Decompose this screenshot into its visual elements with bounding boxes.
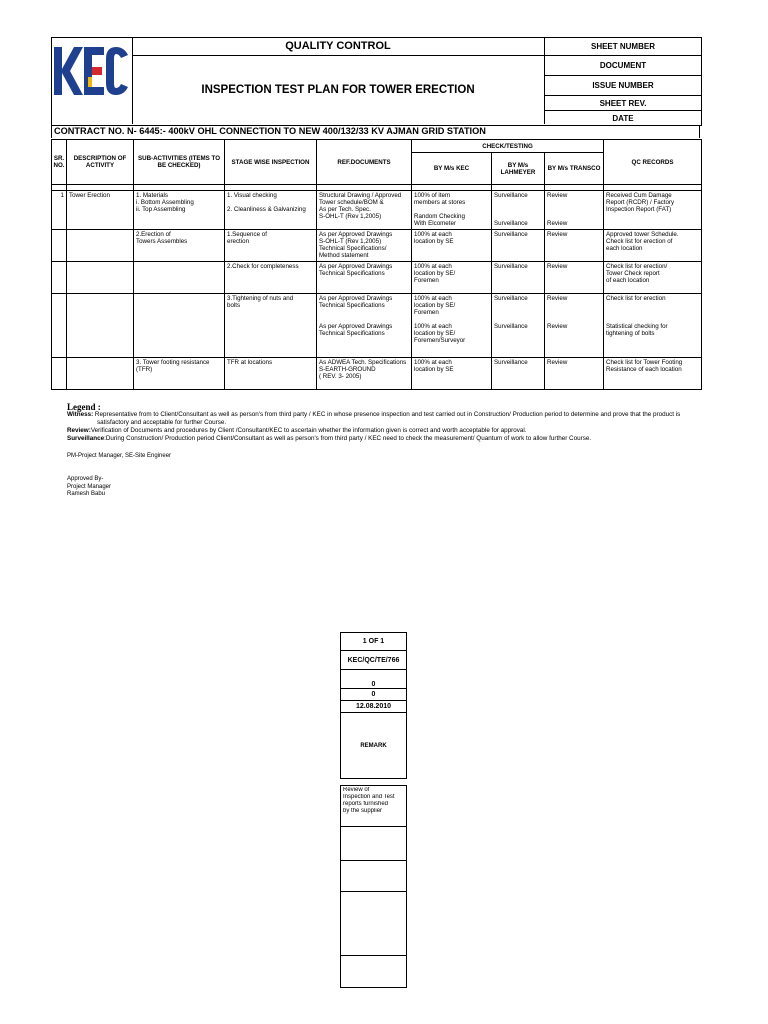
transco-cell [545,230,604,262]
sub-activity-cell [134,294,225,358]
cell-line: As per Approved Drawings [319,323,393,330]
lahmeyer-cell [492,230,545,262]
cell-line [547,213,601,220]
cell-line [606,309,699,316]
sheet-number-label: SHEET NUMBER [545,37,701,56]
table-row [52,230,702,262]
remark-cell-3 [341,861,407,892]
cell-line: Tower Check report [606,270,660,277]
cell-line [606,302,699,309]
cell-line: Review [547,295,568,302]
cell-line: Surveillance [494,323,528,330]
sub-activity-cell [134,358,225,390]
legend-review: Review:Verification of Documents and procedures by Client /Consultant/KEC to ascertain whether the information given is correct and worth acceptable for approval. [67,427,527,434]
cell-line: Approved tower Schedule. [606,231,679,238]
lahmeyer-cell [492,262,545,294]
cell-line: Foremen/Surveyor [414,337,466,344]
approver-name: Ramesh Babu [67,491,106,497]
col-qc-records: QC RECORDS [604,140,702,185]
document-label: DOCUMENT [545,56,701,76]
cell-line: i. Bottom Assembling [136,199,194,206]
qc-record-cell [604,358,702,390]
cell-line [494,199,542,206]
cell-line [547,199,601,206]
cell-line: bolts [227,302,241,309]
remark-cell-1: Review of Inspection and Test reports furnished by the supplier [341,786,407,827]
right-labels [544,37,701,124]
legend-surveillance: Surveillance:During Construction/ Production period Client/Consultant as well as person's from third party / KEC need to check the measurement/ Quantum of work to allow further Course. [67,435,592,442]
cell-line [494,316,542,323]
cell-line: of each location [606,277,650,284]
col-sub-activities: SUB-ACTIVITIES (ITEMS TO BE CHECKED) [134,140,225,185]
col-ref-documents: REF.DOCUMENTS [317,140,412,185]
quality-control-label: QUALITY CONTROL [132,37,544,56]
cell-line: location by SE/ [414,302,456,309]
cell-line: Structural Drawing / Approved [319,192,402,199]
cell-line: Review [547,359,568,366]
remark-cell-2 [341,827,407,861]
cell-line: tightening of bolts [606,330,655,337]
date-label: DATE [612,113,634,123]
cell-line: 100% at each [414,231,452,238]
description-cell [67,262,134,294]
col-check-testing: CHECK/TESTING [412,140,604,153]
cell-line: Surveillance [494,220,528,227]
qc-record-cell [604,262,702,294]
cell-line: Surveillance [494,192,528,199]
remark-header: REMARK [341,713,407,779]
cell-line: 1.Sequence of [227,231,267,238]
cell-line [319,309,409,316]
cell-line [227,199,314,206]
cell-line: S-EARTH-GROUND [319,366,376,373]
qc-record-cell [604,191,702,230]
lahmeyer-cell [492,358,545,390]
kec-cell [412,294,492,358]
cell-line: TFR at locations [227,359,273,366]
inspection-table [51,139,702,390]
cell-line [494,206,542,213]
kec-logo [52,43,132,99]
cell-line: Foremen [414,277,439,284]
cell-line: 1. Visual checking [227,192,277,199]
table-row [52,294,702,358]
cell-line: 3.Tightening of nuts and [227,295,294,302]
description-cell [67,191,134,230]
ref-doc-cell [317,230,412,262]
cell-line [547,302,601,309]
description-cell [67,294,134,358]
qc-record-cell [604,294,702,358]
kec-cell [412,262,492,294]
cell-line: S-OHL-T (Rev 1,2005) [319,238,382,245]
stage-cell [225,294,317,358]
cell-line: As per Approved Drawings [319,231,393,238]
cell-line: Surveillance [494,359,528,366]
cell-line: Report (RCDR) / Factory [606,199,675,206]
cell-line: 100% at each [414,323,452,330]
cell-line [494,309,542,316]
cell-line: ( REV. 3- 2005) [319,373,362,380]
col-by-lahmeyer: BY M/s LAHMEYER [492,153,545,185]
cell-line: ii. Top Assembling [136,206,186,213]
cell-line: Technical Specifications/ [319,245,387,252]
cell-line: erection [227,238,250,245]
ref-doc-cell [317,294,412,358]
table-row [52,191,702,230]
sr-cell [52,230,67,262]
transco-cell [545,358,604,390]
ref-doc-cell [317,262,412,294]
cell-line: Surveillance [494,231,528,238]
approver-role: Project Manager [67,483,112,490]
cell-line: Check list for erection [606,295,666,302]
cell-line: Statistical checking for [606,323,668,330]
stage-cell [225,262,317,294]
cell-line: Surveillance [494,263,528,270]
cell-line: Review [547,192,568,199]
sr-cell [52,294,67,358]
qc-record-cell [604,230,702,262]
kec-cell [412,230,492,262]
page-title: INSPECTION TEST PLAN FOR TOWER ERECTION [201,84,475,96]
sub-activity-cell [134,191,225,230]
cell-line [547,316,601,323]
issue-number-value: 0 [341,670,407,689]
stage-cell [225,191,317,230]
kec-cell [412,191,492,230]
cell-line: Check list for Tower Footing [606,359,683,366]
description-cell [67,230,134,262]
transco-cell [545,191,604,230]
cell-line [606,316,699,323]
cell-line: Tower schedule/BOM & [319,199,384,206]
cell-line [414,316,489,323]
cell-line: Received Cum Damage [606,192,672,199]
cell-line: Technical Specifications [319,270,385,277]
cell-line: Surveillance [494,295,528,302]
stage-cell [225,358,317,390]
legend-witness-cont: satisfactory and acceptable for further Course. [97,419,227,426]
legend-witness: Witness: Representative from to Client/Consultant as well as person's from third party / KEC in whose presence inspection and test carried out in Construction/ Production period to determine and prove that the product is [67,411,681,418]
cell-line [414,206,489,213]
cell-line: Resistance of each location [606,366,682,373]
transco-cell [545,294,604,358]
cell-line: Review [547,231,568,238]
document-value: KEC/QC/TE/766 [341,651,407,670]
cell-line: Inspection Report (FAT) [606,206,672,213]
cell-line: 100% at each [414,359,452,366]
kec-cell [412,358,492,390]
cell-line: 1. Materials [136,192,168,199]
stage-cell [225,230,317,262]
cell-line: Check list for erection of [606,238,673,245]
description-cell [67,358,134,390]
col-sr-no: SR. NO. [52,140,67,185]
cell-line: As per Tech. Spec. [319,206,371,213]
legend-title: Legend : [67,402,101,412]
sub-activity-cell [134,262,225,294]
sheet-rev-value: 0 [341,689,407,701]
lahmeyer-cell [492,294,545,358]
cell-line: location by SE [414,238,454,245]
cell-line: 100% of item [414,192,451,199]
col-description: DESCRIPTION OF ACTIVITY [67,140,134,185]
approved-by: Approved By- [67,476,104,482]
remark-cell-4 [341,892,407,956]
remark-column [340,785,407,988]
ref-doc-cell [317,358,412,390]
cell-line: Tower Erection [69,192,110,199]
cell-line: location by SE/ [414,270,456,277]
cell-line: Method statement [319,252,369,259]
cell-line: members at stores [414,199,466,206]
cell-line: location by SE/ [414,330,456,337]
cell-line: 100% at each [414,295,452,302]
cell-line: Review [547,263,568,270]
transco-cell [545,262,604,294]
cell-line: Random Checking [414,213,465,220]
issue-number-label: ISSUE NUMBER [545,76,701,96]
lahmeyer-cell [492,191,545,230]
remark-cell-5 [341,956,407,988]
sheet-rev-label: SHEET REV. [545,96,701,111]
cell-line: 3. Tower footing resistance [136,359,210,366]
table-row [52,358,702,390]
col-by-kec: BY M/s KEC [412,153,492,185]
sub-activity-cell [134,230,225,262]
ref-doc-cell [317,191,412,230]
cell-line [494,302,542,309]
cell-line [319,316,409,323]
cell-line: Review [547,220,568,227]
table-row [52,262,702,294]
cell-line: With Elcometer [414,220,456,227]
cell-line: As per Approved Drawings [319,295,393,302]
cell-line [547,309,601,316]
col-stage-wise: STAGE WISE INSPECTION [225,140,317,185]
cell-line: 100% at each [414,263,452,270]
cell-line: 2. Cleanliness & Galvanizing [227,206,306,213]
cell-line: Towers Assembles [136,238,188,245]
cell-line: 2.Erection of [136,231,171,238]
cell-line: S-OHL-T (Rev 1,2005) [319,213,382,220]
sr-cell [52,358,67,390]
cell-line [547,206,601,213]
cell-line: Technical Specifications [319,330,385,337]
col-by-transco: BY M/s TRANSCO [545,153,604,185]
cell-line: As ADWEA Tech. Specifications [319,359,407,366]
abbreviations: PM-Project Manager, SE-Site Engineer [67,453,172,459]
contract-line: CONTRACT NO. N- 6445:- 400kV OHL CONNECTION TO NEW 400/132/33 KV AJMAN GRID STATION [51,125,700,138]
legend-block [67,411,707,443]
cell-line: Foremen [414,309,439,316]
cell-line: each location [606,245,643,252]
cell-line: Check list for erection/ [606,263,668,270]
date-value: 12.08.2010 [341,701,407,713]
cell-line: As per Approved Drawings [319,263,393,270]
approval-block [67,476,111,499]
cell-line: location by SE [414,366,454,373]
cell-line: 2.Check for completeness [227,263,299,270]
sr-cell [52,262,67,294]
cell-line: Technical Specifications [319,302,385,309]
cell-line: (TFR) [136,366,153,373]
cell-line [494,213,542,220]
sheet-info-box [340,632,407,779]
cell-line: Review [547,323,568,330]
sr-cell: 1 [52,191,67,230]
sheet-number-value: 1 OF 1 [341,633,407,651]
